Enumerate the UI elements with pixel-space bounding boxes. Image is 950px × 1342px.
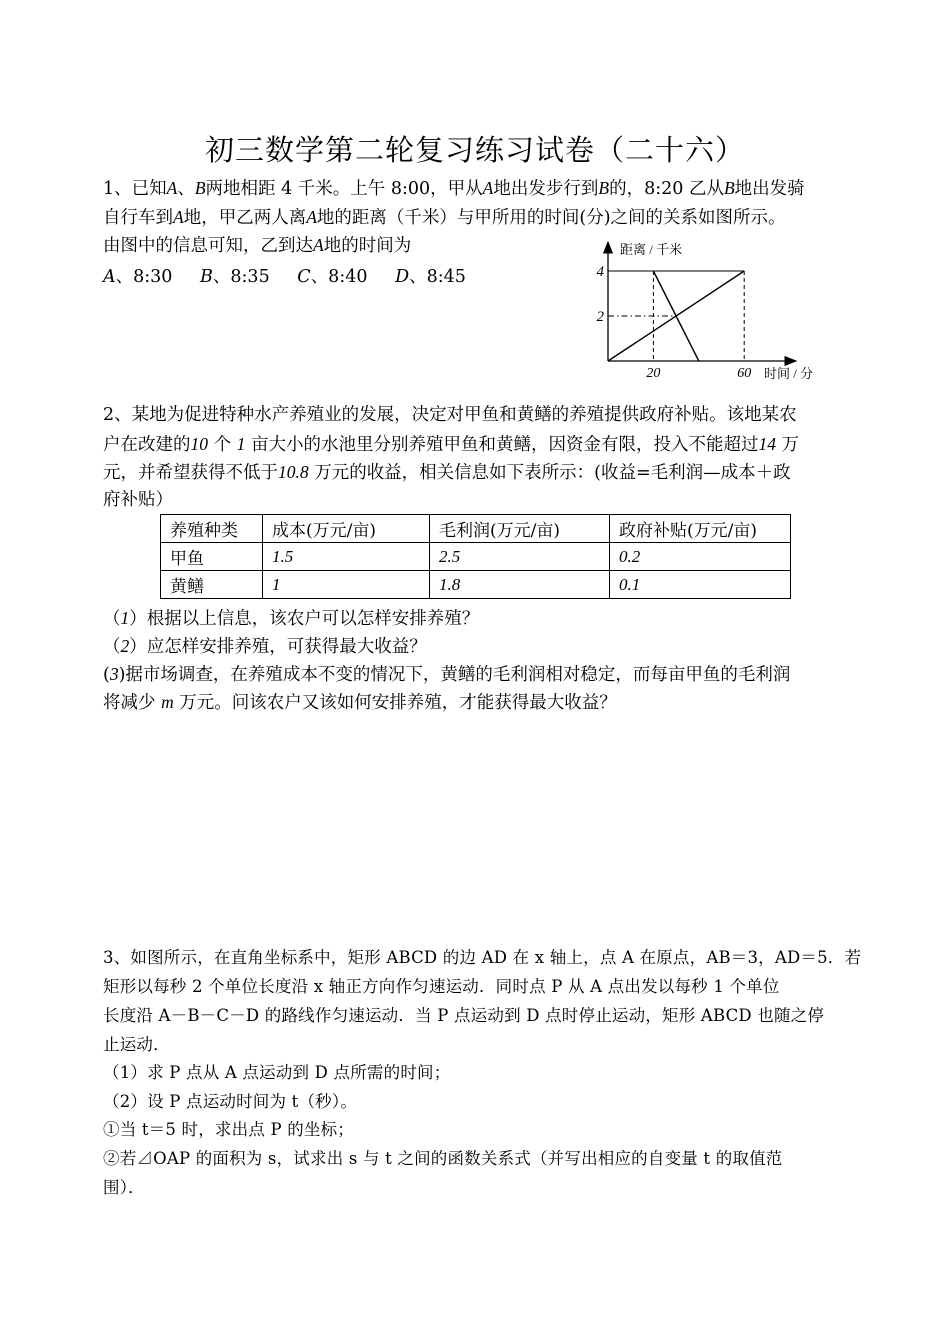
q2-line-4: 府补贴） (103, 490, 173, 510)
table-cell: 黄鳝 (161, 571, 263, 599)
table-cell: 0.2 (610, 543, 791, 571)
q2-line-3: 元，并希望获得不低于10.8 万元的收益，相关信息如下表所示：(收益=毛利润—成本＋政 (103, 462, 791, 483)
table-header: 成本(万元/亩) (263, 515, 430, 543)
q3-line-2: 矩形以每秒 2 个单位长度沿 x 轴正方向作匀速运动．同时点 P 从 A 点出发以每秒 1 个单位 (103, 977, 780, 996)
table-cell: 0.1 (610, 571, 791, 599)
q2-sub-3-cont: 将减少 m 万元。问该农户又该如何安排养殖，才能获得最大收益？ (103, 692, 617, 713)
q3-line-4: 止运动． (103, 1035, 170, 1054)
table-cell: 甲鱼 (161, 543, 263, 571)
option-d: D、8:45 (395, 267, 466, 287)
y-tick-label: 2 (596, 309, 604, 325)
page-title: 初三数学第二轮复习练习试卷（二十六） (204, 133, 745, 167)
x-tick-label: 20 (646, 366, 661, 381)
y-tick-label: 4 (596, 264, 604, 280)
table-cell: 1.8 (430, 571, 610, 599)
series-line (653, 271, 698, 361)
breeding-table (160, 514, 791, 599)
q3-sub-4: ②若⊿OAP 的面积为 s，试求出 s 与 t 之间的函数关系式（并写出相应的自变量 t 的取值范 (103, 1149, 783, 1168)
q1-options (103, 263, 488, 288)
option-a: A、8:30 (103, 267, 173, 287)
q3-sub-1: （1）求 P 点从 A 点运动到 D 点所需的时间； (103, 1063, 451, 1082)
y-axis-label: 距离 / 千米 (620, 242, 683, 257)
table-cell: 2.5 (430, 543, 610, 571)
q1-line-1: 1、已知A、B两地相距 4 千米。上午 8:00，甲从A地出发步行到B的，8:20 乙从B地出发骑 (103, 178, 805, 199)
q3-sub-2: （2）设 P 点运动时间为 t（秒）。 (103, 1092, 358, 1111)
q1-line-2: 自行车到A地，甲乙两人离A地的距离（千米）与甲所用的时间(分)之间的关系如图所示。 (103, 207, 786, 228)
table-header-row (161, 515, 791, 543)
table-header: 毛利润(万元/亩) (430, 515, 610, 543)
q3-line-1: 3、如图所示，在直角坐标系中，矩形 ABCD 的边 AD 在 x 轴上，点 A 在原点，AB＝3，AD＝5．若 (103, 948, 862, 967)
distance-time-chart (578, 236, 838, 386)
q2-sub-3: (3)据市场调查，在养殖成本不变的情况下，黄鳝的毛利润相对稳定，而每亩甲鱼的毛利润 (103, 664, 791, 685)
table-row (161, 571, 791, 599)
option-b: B、8:35 (200, 267, 270, 287)
table-cell: 1 (263, 571, 430, 599)
q1-line-3: 由图中的信息可知，乙到达A地的时间为 (103, 235, 412, 256)
q3-sub-5: 围）． (103, 1178, 145, 1197)
x-tick-label: 60 (737, 366, 752, 381)
q2-line-1: 2、某地为促进特种水产养殖业的发展，决定对甲鱼和黄鳝的养殖提供政府补贴。该地某农 (103, 405, 797, 425)
table-cell: 1.5 (263, 543, 430, 571)
table-header: 养殖种类 (161, 515, 263, 543)
x-axis-label: 时间 / 分 (764, 366, 814, 381)
q2-sub-2: （2）应怎样安排养殖，可获得最大收益？ (103, 636, 427, 657)
option-c: C、8:40 (297, 267, 368, 287)
q3-sub-3: ①当 t＝5 时，求出点 P 的坐标； (103, 1120, 355, 1139)
table-row (161, 543, 791, 571)
q2-line-2: 户在改建的10 个 1 亩大小的水池里分别养殖甲鱼和黄鳝，因资金有限，投入不能超过14 万 (103, 434, 800, 455)
q2-sub-1: （1）根据以上信息，该农户可以怎样安排养殖？ (103, 608, 480, 629)
q3-line-3: 长度沿 A－B－C－D 的路线作匀速运动．当 P 点运动到 D 点时停止运动，矩形 ABCD 也随之停 (103, 1006, 825, 1025)
table-header: 政府补贴(万元/亩) (610, 515, 791, 543)
